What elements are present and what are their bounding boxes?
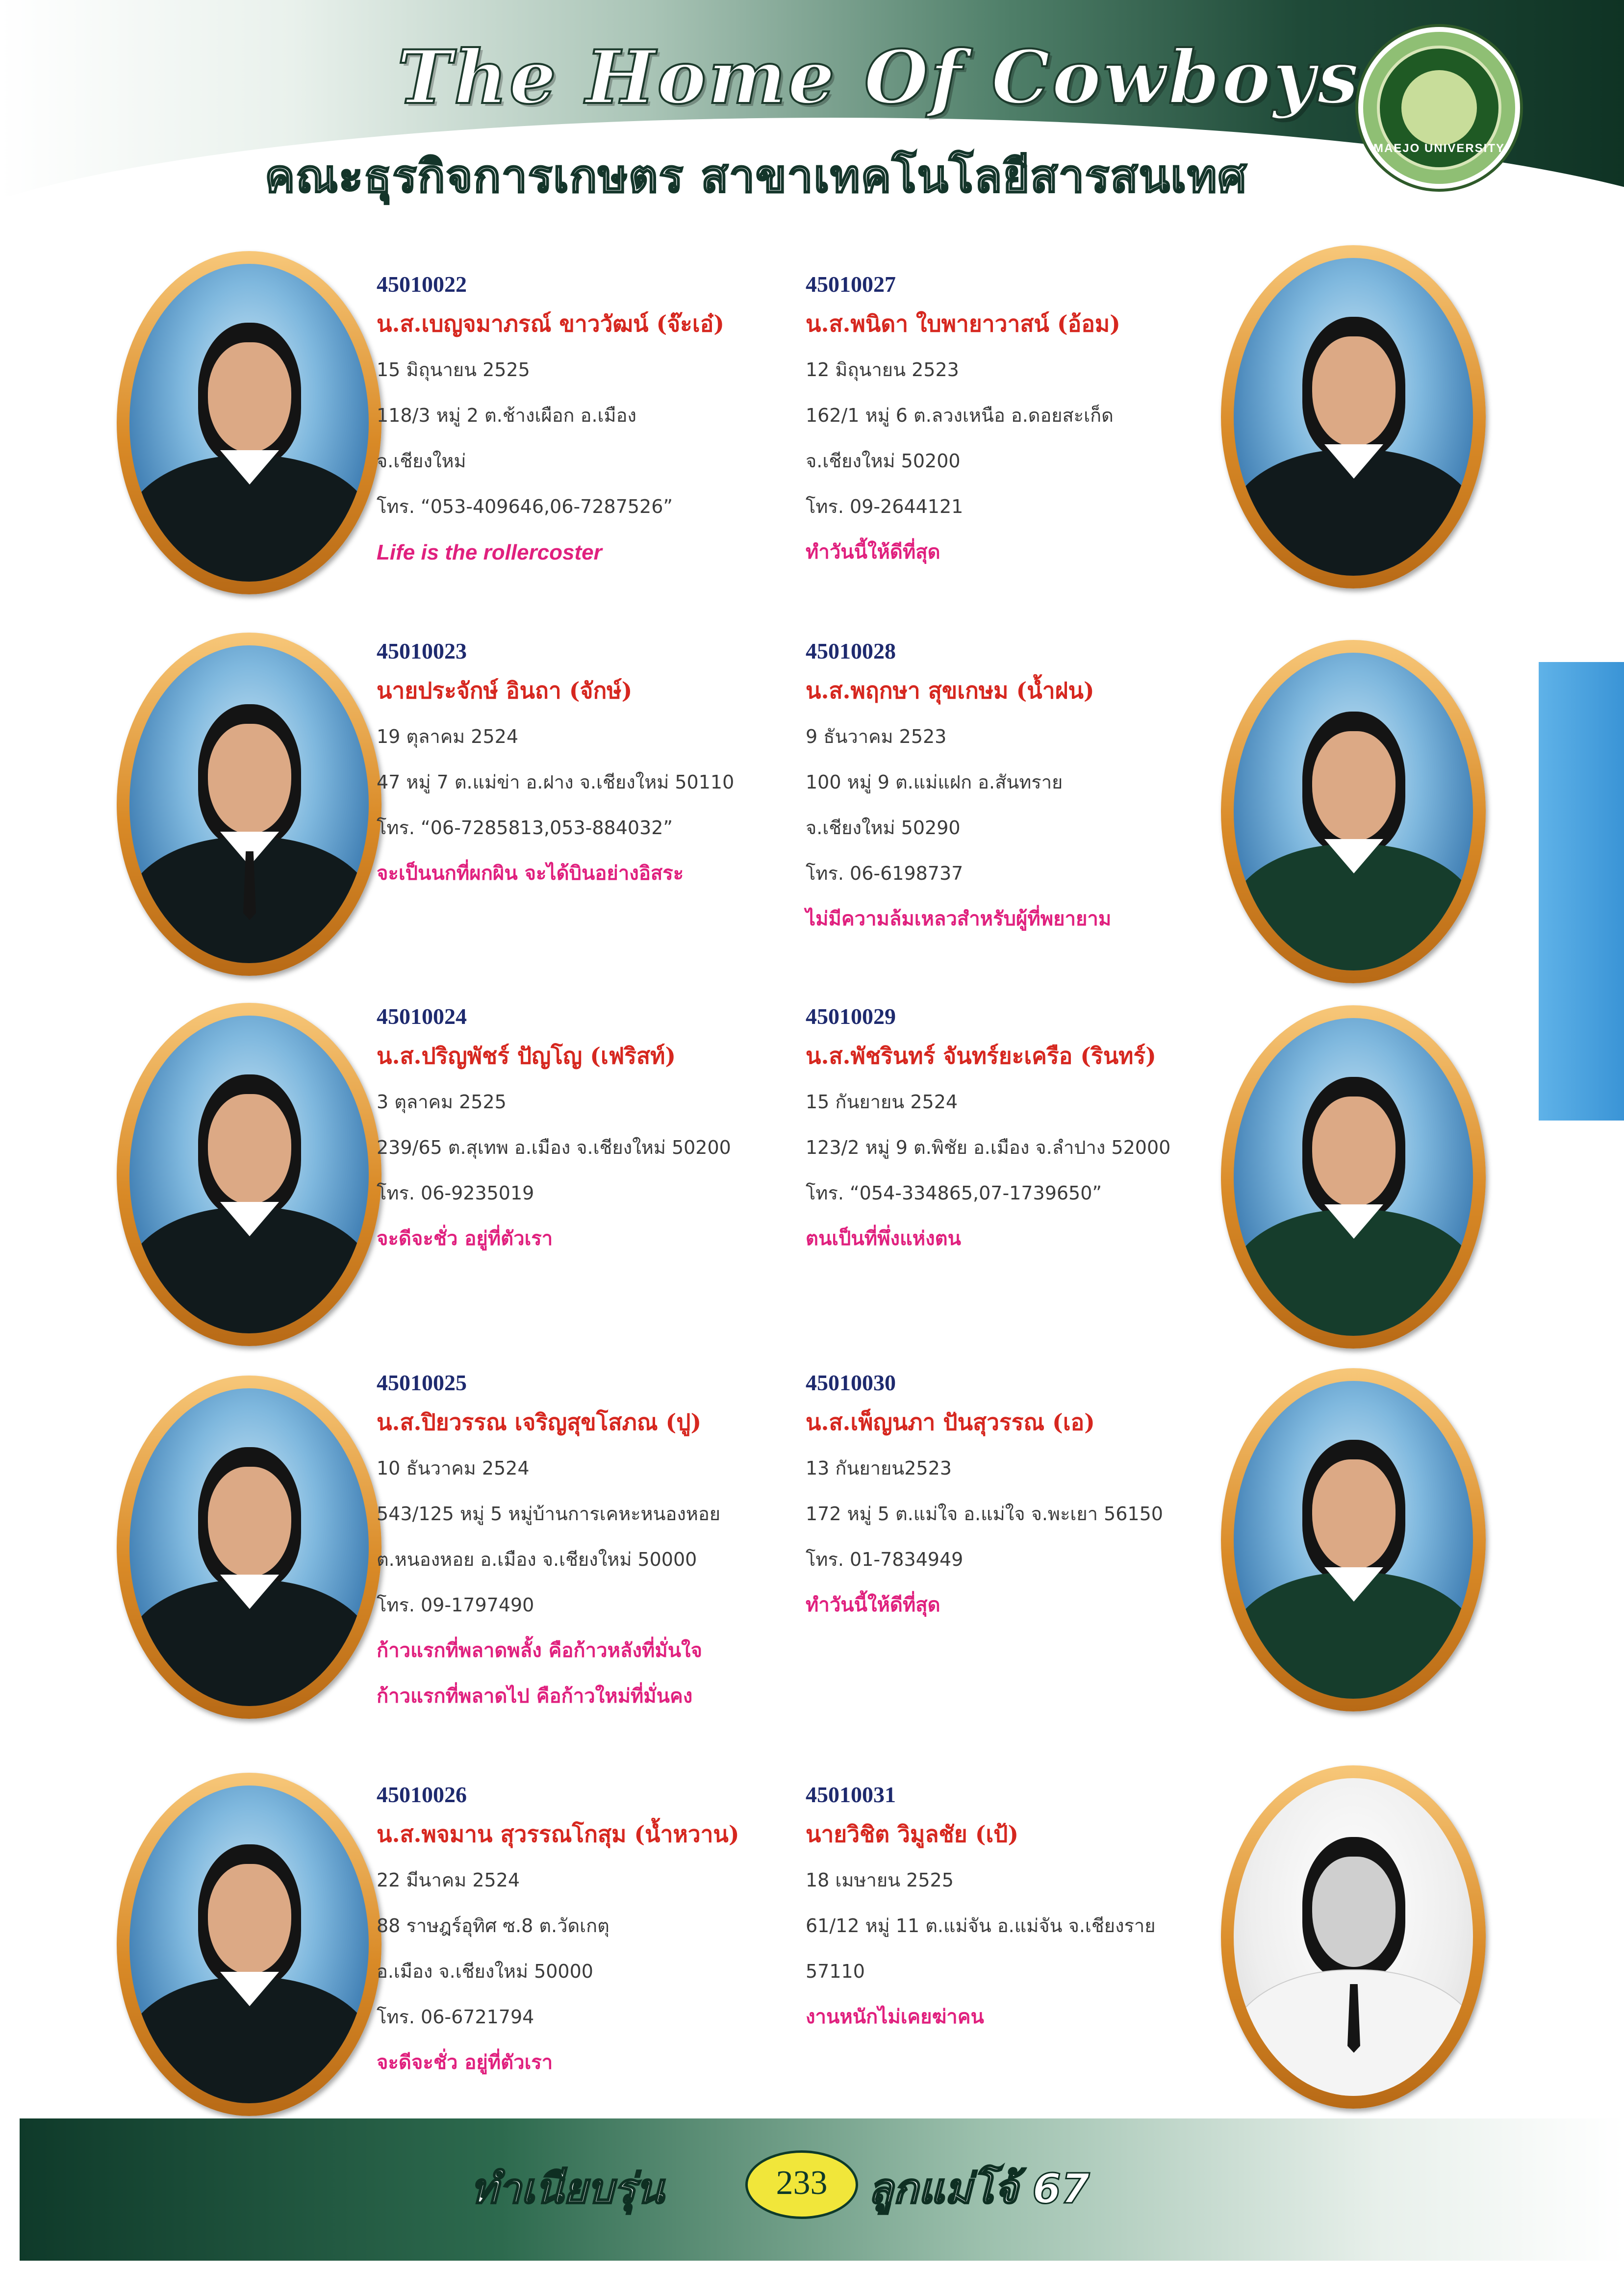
student-entry xyxy=(806,1778,1237,2040)
student-entry xyxy=(377,1778,808,2086)
student-address: จ.เชียงใหม่ xyxy=(377,450,466,472)
student-address: อ.เมือง จ.เชียงใหม่ 50000 xyxy=(377,1961,593,1982)
student-motto: จะดีจะชั่ว อยู่ที่ตัวเรา xyxy=(377,2051,553,2074)
student-address: 47 หมู่ 7 ต.แม่ข่า อ.ฝาง จ.เชียงใหม่ 50110 xyxy=(377,771,735,793)
student-photo-45010024 xyxy=(117,1003,381,1346)
student-name: น.ส.พัชรินทร์ จันทร์ยะเครือ (รินทร์) xyxy=(806,1043,1156,1069)
photo-backdrop xyxy=(1234,258,1473,576)
student-entry xyxy=(377,1366,808,1719)
logo-text: MAEJO UNIVERSITY xyxy=(1373,142,1505,155)
photo-face xyxy=(1312,1459,1396,1570)
header-title: The Home Of Cowboys xyxy=(397,34,1361,121)
photo-backdrop xyxy=(129,264,369,582)
student-motto: จะเป็นนกที่ผกผิน จะได้บินอย่างอิสระ xyxy=(377,862,684,885)
photo-face xyxy=(208,1467,291,1577)
photo-backdrop xyxy=(1234,653,1473,970)
photo-face xyxy=(1312,336,1396,447)
student-phone: โทร. 06-6721794 xyxy=(377,2006,534,2028)
student-address: 100 หมู่ 9 ต.แม่แฝก อ.สันทราย xyxy=(806,771,1063,793)
student-birthdate: 18 เมษายน 2525 xyxy=(806,1869,954,1891)
student-phone: โทร. 09-1797490 xyxy=(377,1594,534,1616)
photo-backdrop xyxy=(129,1785,369,2103)
student-entry xyxy=(377,267,808,575)
student-id: 45010022 xyxy=(377,272,467,297)
footer-yearbook-label: ทำเนียบรุ่น xyxy=(471,2165,664,2213)
student-name: นายวิชิต วิมูลชัย (เป้) xyxy=(806,1821,1019,1847)
student-birthdate: 10 ธันวาคม 2524 xyxy=(377,1457,530,1479)
student-motto: ก้าวแรกที่พลาดพลั้ง คือก้าวหลังที่มั่นใจ xyxy=(377,1639,703,1662)
student-entry xyxy=(806,999,1237,1262)
photo-backdrop xyxy=(1234,1381,1473,1699)
student-photo-45010022 xyxy=(117,251,381,594)
student-name: น.ส.ปิยวรรณ เจริญสุขโสภณ (ปู) xyxy=(377,1409,702,1435)
student-birthdate: 3 ตุลาคม 2525 xyxy=(377,1091,507,1113)
photo-face xyxy=(208,342,291,453)
student-phone: โทร. 06-6198737 xyxy=(806,863,964,884)
student-address: 543/125 หมู่ 5 หมู่บ้านการเคหะหนองหอย xyxy=(377,1503,721,1525)
student-address: 172 หมู่ 5 ต.แม่ใจ อ.แม่ใจ จ.พะเยา 56150 xyxy=(806,1503,1163,1525)
student-name: น.ส.เบญจมาภรณ์ ขาววัฒน์ (จ๊ะเอ๋) xyxy=(377,310,724,337)
student-photo-45010026 xyxy=(117,1773,381,2116)
header-subtitle: คณะธุรกิจการเกษตร สาขาเทคโนโลยีสารสนเทศ xyxy=(265,150,1247,203)
photo-backdrop xyxy=(1234,1778,1473,2096)
student-id: 45010027 xyxy=(806,272,896,297)
student-photo-45010030 xyxy=(1221,1368,1486,1711)
student-id: 45010026 xyxy=(377,1782,467,1807)
photo-face xyxy=(208,724,291,834)
student-motto: ตนเป็นที่พึ่งแห่งตน xyxy=(806,1227,961,1250)
student-id: 45010023 xyxy=(377,638,467,663)
student-phone: โทร. “053-409646,06-7287526” xyxy=(377,496,673,517)
student-motto: งานหนักไม่เคยฆ่าคน xyxy=(806,2006,984,2028)
student-birthdate: 15 มิถุนายน 2525 xyxy=(377,359,530,381)
student-birthdate: 15 กันยายน 2524 xyxy=(806,1091,958,1113)
student-name: น.ส.พนิดา ใบพายาวาสน์ (อ้อม) xyxy=(806,310,1120,337)
footer-class-label: ลูกแม่โจ้ 67 xyxy=(868,2165,1090,2213)
student-phone: โทร. “06-7285813,053-884032” xyxy=(377,817,673,839)
student-birthdate: 22 มีนาคม 2524 xyxy=(377,1869,520,1891)
photo-face xyxy=(1312,731,1396,842)
student-id: 45010024 xyxy=(377,1004,467,1029)
photo-face xyxy=(1312,1096,1396,1207)
logo-emblem xyxy=(1401,70,1477,146)
student-photo-45010025 xyxy=(117,1376,381,1719)
student-id: 45010030 xyxy=(806,1370,896,1395)
student-name: น.ส.พจมาน สุวรรณโกสุม (น้ำหวาน) xyxy=(377,1821,739,1847)
photo-backdrop xyxy=(1234,1018,1473,1336)
student-photo-45010031 xyxy=(1221,1765,1486,2109)
student-photo-45010027 xyxy=(1221,245,1486,588)
student-phone: โทร. 06-9235019 xyxy=(377,1182,534,1204)
student-phone: โทร. 01-7834949 xyxy=(806,1549,964,1570)
university-logo-icon xyxy=(1358,27,1520,189)
page-number: 233 xyxy=(745,2150,858,2219)
student-id: 45010028 xyxy=(806,638,896,663)
student-id: 45010025 xyxy=(377,1370,467,1395)
student-motto: ทำวันนี้ให้ดีที่สุด xyxy=(806,541,940,563)
student-phone: โทร. “054-334865,07-1739650” xyxy=(806,1182,1102,1204)
student-entry xyxy=(806,1366,1237,1628)
student-photo-45010029 xyxy=(1221,1005,1486,1349)
student-motto: ทำวันนี้ให้ดีที่สุด xyxy=(806,1594,940,1616)
student-motto: ก้าวแรกที่พลาดไป คือก้าวใหม่ที่มั่นคง xyxy=(377,1685,693,1708)
student-name: น.ส.พฤกษา สุขเกษม (น้ำฝน) xyxy=(806,677,1094,704)
side-tab xyxy=(1539,662,1624,1121)
student-entry xyxy=(377,999,808,1262)
student-address: ต.หนองหอย อ.เมือง จ.เชียงใหม่ 50000 xyxy=(377,1549,697,1570)
student-id: 45010031 xyxy=(806,1782,896,1807)
photo-backdrop xyxy=(129,645,369,963)
student-birthdate: 12 มิถุนายน 2523 xyxy=(806,359,959,381)
student-address: 61/12 หมู่ 11 ต.แม่จัน อ.แม่จัน จ.เชียงราย xyxy=(806,1915,1156,1937)
student-id: 45010029 xyxy=(806,1004,896,1029)
student-address: 162/1 หมู่ 6 ต.ลวงเหนือ อ.ดอยสะเก็ด xyxy=(806,405,1114,426)
student-address: จ.เชียงใหม่ 50200 xyxy=(806,450,961,472)
student-address: 57110 xyxy=(806,1961,865,1982)
student-birthdate: 13 กันยายน2523 xyxy=(806,1457,952,1479)
student-address: 239/65 ต.สุเทพ อ.เมือง จ.เชียงใหม่ 50200 xyxy=(377,1137,731,1158)
student-birthdate: 19 ตุลาคม 2524 xyxy=(377,726,518,747)
student-name: น.ส.ปริญพัชร์ ปัญโญ (เฟริสท์) xyxy=(377,1043,676,1069)
student-address: 88 ราษฎร์อุทิศ ซ.8 ต.วัดเกตุ xyxy=(377,1915,609,1937)
photo-backdrop xyxy=(129,1388,369,1706)
student-address: จ.เชียงใหม่ 50290 xyxy=(806,817,961,839)
student-address: 118/3 หมู่ 2 ต.ช้างเผือก อ.เมือง xyxy=(377,405,636,426)
student-entry xyxy=(806,267,1237,575)
student-motto: จะดีจะชั่ว อยู่ที่ตัวเรา xyxy=(377,1227,553,1250)
photo-face xyxy=(1312,1857,1396,1967)
student-motto: ไม่มีความล้มเหลวสำหรับผู้ที่พยายาม xyxy=(806,908,1112,930)
student-birthdate: 9 ธันวาคม 2523 xyxy=(806,726,947,747)
student-name: นายประจักษ์ อินถา (จักษ์) xyxy=(377,677,633,704)
student-motto: Life is the rollercoster xyxy=(377,540,602,564)
student-entry xyxy=(806,634,1237,942)
photo-face xyxy=(208,1094,291,1204)
student-entry xyxy=(377,634,808,896)
student-phone: โทร. 09-2644121 xyxy=(806,496,964,517)
student-name: น.ส.เพ็ญนภา ปันสุวรรณ (เอ) xyxy=(806,1409,1095,1435)
student-address: 123/2 หมู่ 9 ต.พิชัย อ.เมือง จ.ลำปาง 52000 xyxy=(806,1137,1171,1158)
student-photo-45010023 xyxy=(117,633,381,976)
student-photo-45010028 xyxy=(1221,640,1486,983)
photo-backdrop xyxy=(129,1016,369,1333)
photo-face xyxy=(208,1864,291,1974)
